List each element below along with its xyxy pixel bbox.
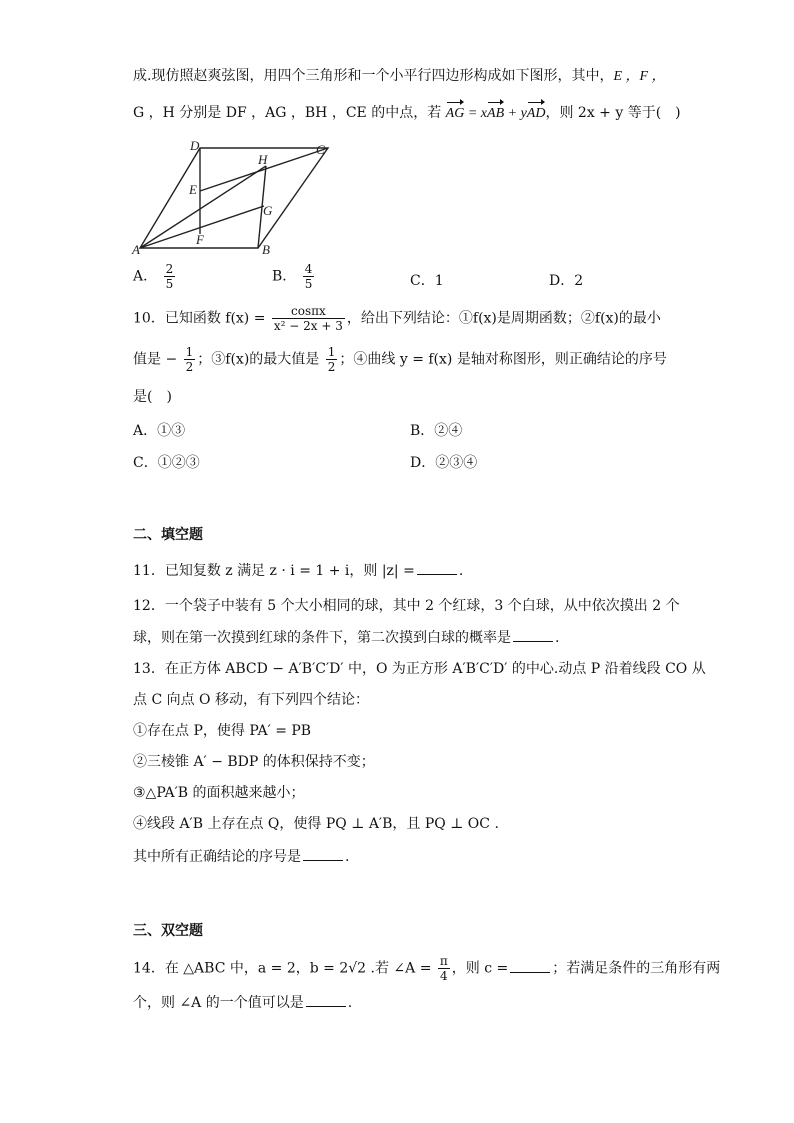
parallelogram-figure — [130, 136, 340, 256]
q9-option-a[interactable]: A． $\frac{2}{5}$ — [133, 262, 174, 291]
label-A: A — [132, 242, 140, 256]
label-E: E — [189, 182, 197, 197]
q9-line1: 成.现仿照赵爽弦图，用四个三角形和一个小平行四边形构成如下图形，其中，E ，F ， — [133, 68, 666, 84]
fraction: $\frac{\cos\pi x}{\text{x² − 2x + 3}}$ — [273, 304, 343, 333]
fraction: $\frac{1}{2}$ — [185, 345, 194, 374]
vector-ad: AD — [527, 104, 546, 124]
q10-option-a[interactable]: A．①③ — [133, 423, 186, 439]
answer-blank[interactable] — [417, 560, 457, 575]
label-D: D — [190, 138, 200, 153]
q10-line2: 值是 − $\frac{1}{2}$ ；③f(x)的最大值是 $\frac{1}{2}$ ；④曲线 y = f(x) 是轴对称图形，则正确结论的序号 — [133, 345, 667, 374]
answer-blank[interactable] — [306, 992, 346, 1007]
vector-ag: AG — [446, 104, 465, 124]
q13-claim2: ②三棱锥 A′ − BDP 的体积保持不变； — [133, 754, 375, 770]
label-G: G — [263, 203, 273, 218]
fraction: $\frac{2}{5}$ — [165, 262, 174, 291]
label-H: H — [258, 152, 268, 167]
fraction: $\frac{\pi}{4}$ — [439, 954, 448, 983]
label-F: F — [196, 232, 204, 247]
q10-line1: 10．已知函数 f(x) = $\frac{\cos\pi x}{\text{x² − 2x + 3}}$ ，给出下列结论：①f(x)是周期函数；②f(x)的最小 — [133, 304, 661, 333]
q13-claim4: ④线段 A′B 上存在点 Q，使得 PQ ⊥ A′B，且 PQ ⊥ OC . — [133, 816, 499, 832]
vector-ab: AB — [487, 104, 504, 124]
q13-line1: 13．在正方体 ABCD − A′B′C′D′ 中，O 为正方形 A′B′C′D′ 的中心.动点 P 沿着线段 CO 从 — [133, 661, 706, 677]
section-heading-fill-in: 二、填空题 — [133, 527, 203, 543]
answer-blank[interactable] — [510, 958, 550, 973]
q10-line3: 是( ) — [133, 389, 172, 405]
q13-line2: 点 C 向点 O 移动，有下列四个结论： — [133, 692, 369, 708]
fraction: $\frac{1}{2}$ — [327, 345, 336, 374]
label-B: B — [262, 242, 270, 256]
label-C: C — [316, 142, 325, 157]
q14-line2: 个，则 ∠A 的一个值可以是 . — [133, 992, 352, 1013]
outer-parallelogram — [140, 148, 328, 248]
fraction: $\frac{4}{5}$ — [304, 262, 313, 291]
q9-option-d[interactable]: D．2 — [549, 273, 584, 289]
q11: 11．已知复数 z 满足 z · i = 1 + i，则 |z| = . — [133, 560, 463, 581]
q13-claim1: ①存在点 P，使得 PA′ = PB — [133, 723, 312, 739]
q10-option-d[interactable]: D．②③④ — [410, 455, 478, 471]
q13-final: 其中所有正确结论的序号是 . — [133, 846, 349, 867]
q14-line1: 14．在 △ABC 中，a = 2，b = 2√2 .若 ∠A = $\frac{\pi}{4}$ ，则 c = ；若满足条件的三角形有两 — [133, 954, 721, 983]
q10-option-c[interactable]: C．①②③ — [133, 455, 200, 471]
q9-line2: G ，H 分别是 DF ，AG ，BH ，CE 的中点，若 AG = xAB + yAD，则 2x + y 等于( ) — [133, 103, 681, 124]
q12-line2: 球，则在第一次摸到红球的条件下，第二次摸到白球的概率是 . — [133, 627, 559, 648]
q13-claim3: ③△PA′B 的面积越来越小； — [133, 785, 305, 801]
q9-option-c[interactable]: C．1 — [410, 273, 444, 289]
q12-line1: 12．一个袋子中装有 5 个大小相同的球，其中 2 个红球，3 个白球，从中依次摸出 2 个 — [133, 598, 680, 614]
q10-option-b[interactable]: B．②④ — [410, 423, 463, 439]
section-heading-double-blank: 三、双空题 — [133, 923, 203, 939]
answer-blank[interactable] — [303, 846, 343, 861]
answer-blank[interactable] — [513, 627, 553, 642]
q9-option-b[interactable]: B． $\frac{4}{5}$ — [272, 262, 313, 291]
